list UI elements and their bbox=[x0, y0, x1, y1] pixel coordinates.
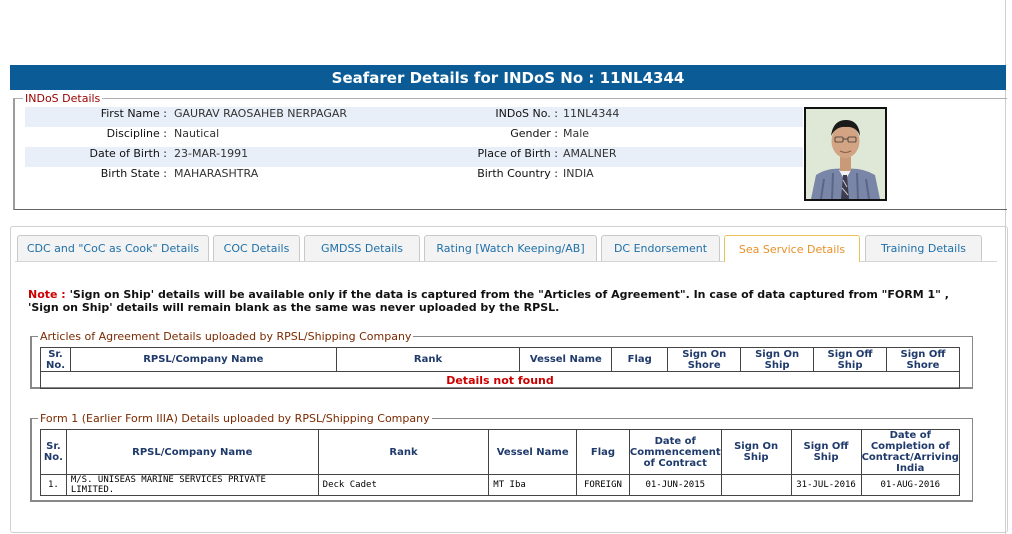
form1-col-company: RPSL/Company Name bbox=[66, 430, 318, 475]
articles-col-sign-off-shore: Sign Off Shore bbox=[887, 348, 960, 372]
tab-dc-endorsement[interactable]: DC Endorsement bbox=[601, 235, 720, 261]
articles-col-sign-off-ship: Sign Off Ship bbox=[814, 348, 887, 372]
articles-col-rank: Rank bbox=[336, 348, 520, 372]
info-row-birth-state bbox=[25, 167, 803, 187]
articles-header-row bbox=[41, 348, 960, 372]
articles-col-sign-on-ship: Sign On Ship bbox=[741, 348, 814, 372]
seafarer-photo bbox=[804, 107, 887, 201]
dob-label: Date of Birth : bbox=[89, 147, 167, 160]
form1-col-vessel: Vessel Name bbox=[489, 430, 577, 475]
form1-header-row bbox=[41, 430, 960, 475]
seafarer-photo-image bbox=[806, 109, 885, 199]
gender-value: Male bbox=[563, 127, 590, 140]
page-title: Seafarer Details for INDoS No : 11NL4344 bbox=[10, 65, 1006, 90]
form1-cell-commencement: 01-JUN-2015 bbox=[629, 475, 721, 496]
form1-col-rank: Rank bbox=[318, 430, 489, 475]
birth-country-label: Birth Country : bbox=[477, 167, 558, 180]
form1-cell-sign-off-ship: 31-JUL-2016 bbox=[791, 475, 861, 496]
tab-sea-service-details[interactable]: Sea Service Details bbox=[724, 235, 860, 262]
articles-col-vessel: Vessel Name bbox=[520, 348, 612, 372]
indos-details-legend: INDoS Details bbox=[25, 92, 101, 105]
articles-col-sign-on-shore: Sign On Shore bbox=[668, 348, 741, 372]
info-row-dob bbox=[25, 147, 803, 167]
form1-table bbox=[40, 429, 960, 496]
articles-empty-row bbox=[41, 372, 960, 389]
articles-col-company: RPSL/Company Name bbox=[70, 348, 336, 372]
dob-value: 23-MAR-1991 bbox=[174, 147, 249, 160]
form1-col-completion: Date of Completion of Contract/Arriving India bbox=[861, 430, 959, 474]
discipline-value: Nautical bbox=[174, 127, 220, 140]
note-text: 'Sign on Ship' details will be available only if the data is captured from the "Articles of Agreement". In case of data captured from "FORM 1" , 'Sign on Ship' details will remain blank as the same was never uploaded by the RPSL. bbox=[28, 288, 949, 314]
articles-col-sr-no: Sr. No. bbox=[41, 348, 71, 372]
articles-legend: Articles of Agreement Details uploaded by RPSL/Shipping Company bbox=[40, 330, 412, 343]
form1-cell-sign-on-ship bbox=[721, 475, 791, 496]
form1-cell-flag: FOREIGN bbox=[577, 475, 630, 496]
form1-col-sign-on-ship: Sign On Ship bbox=[721, 430, 791, 475]
birth-state-value: MAHARASHTRA bbox=[174, 167, 259, 180]
form1-col-flag: Flag bbox=[577, 430, 630, 475]
tab-gmdss-details[interactable]: GMDSS Details bbox=[304, 235, 420, 261]
tab-rating-watch-keeping[interactable]: Rating [Watch Keeping/AB] bbox=[424, 235, 597, 261]
note-prefix: Note : bbox=[28, 288, 66, 301]
form1-cell-sr-no: 1. bbox=[41, 475, 67, 496]
articles-table bbox=[40, 347, 960, 389]
place-of-birth-label: Place of Birth : bbox=[477, 147, 558, 160]
birth-country-value: INDIA bbox=[563, 167, 594, 180]
first-name-value: GAURAV RAOSAHEB NERPAGAR bbox=[174, 107, 348, 120]
tab-coc-details[interactable]: COC Details bbox=[213, 235, 300, 261]
tab-cdc-coc-cook[interactable]: CDC and "CoC as Cook" Details bbox=[17, 235, 209, 261]
form1-cell-company: M/S. UNISEAS MARINE SERVICES PRIVATE LIMITED. bbox=[66, 475, 318, 496]
form1-legend: Form 1 (Earlier Form IIIA) Details uploaded by RPSL/Shipping Company bbox=[40, 412, 430, 425]
discipline-label: Discipline : bbox=[106, 127, 167, 140]
place-of-birth-value: AMALNER bbox=[563, 147, 617, 160]
indos-no-label: INDoS No. : bbox=[495, 107, 558, 120]
form1-cell-rank: Deck Cadet bbox=[318, 475, 489, 496]
articles-col-flag: Flag bbox=[612, 348, 668, 372]
indos-no-value: 11NL4344 bbox=[563, 107, 620, 120]
tab-training-details[interactable]: Training Details bbox=[865, 235, 982, 261]
info-row-discipline bbox=[25, 127, 803, 147]
first-name-label: First Name : bbox=[100, 107, 167, 120]
form1-cell-vessel: MT Iba bbox=[489, 475, 577, 496]
gender-label: Gender : bbox=[510, 127, 558, 140]
form1-cell-completion: 01-AUG-2016 bbox=[861, 475, 959, 496]
birth-state-label: Birth State : bbox=[100, 167, 167, 180]
form1-col-sign-off-ship: Sign Off Ship bbox=[791, 430, 861, 475]
info-row-first-name bbox=[25, 107, 803, 127]
table-row bbox=[41, 475, 960, 496]
details-not-found-message: Details not found bbox=[41, 372, 960, 389]
form1-col-sr-no: Sr. No. bbox=[41, 430, 67, 475]
form1-col-commencement: Date of Commencement of Contract bbox=[629, 430, 721, 475]
sign-on-ship-note bbox=[28, 288, 978, 314]
